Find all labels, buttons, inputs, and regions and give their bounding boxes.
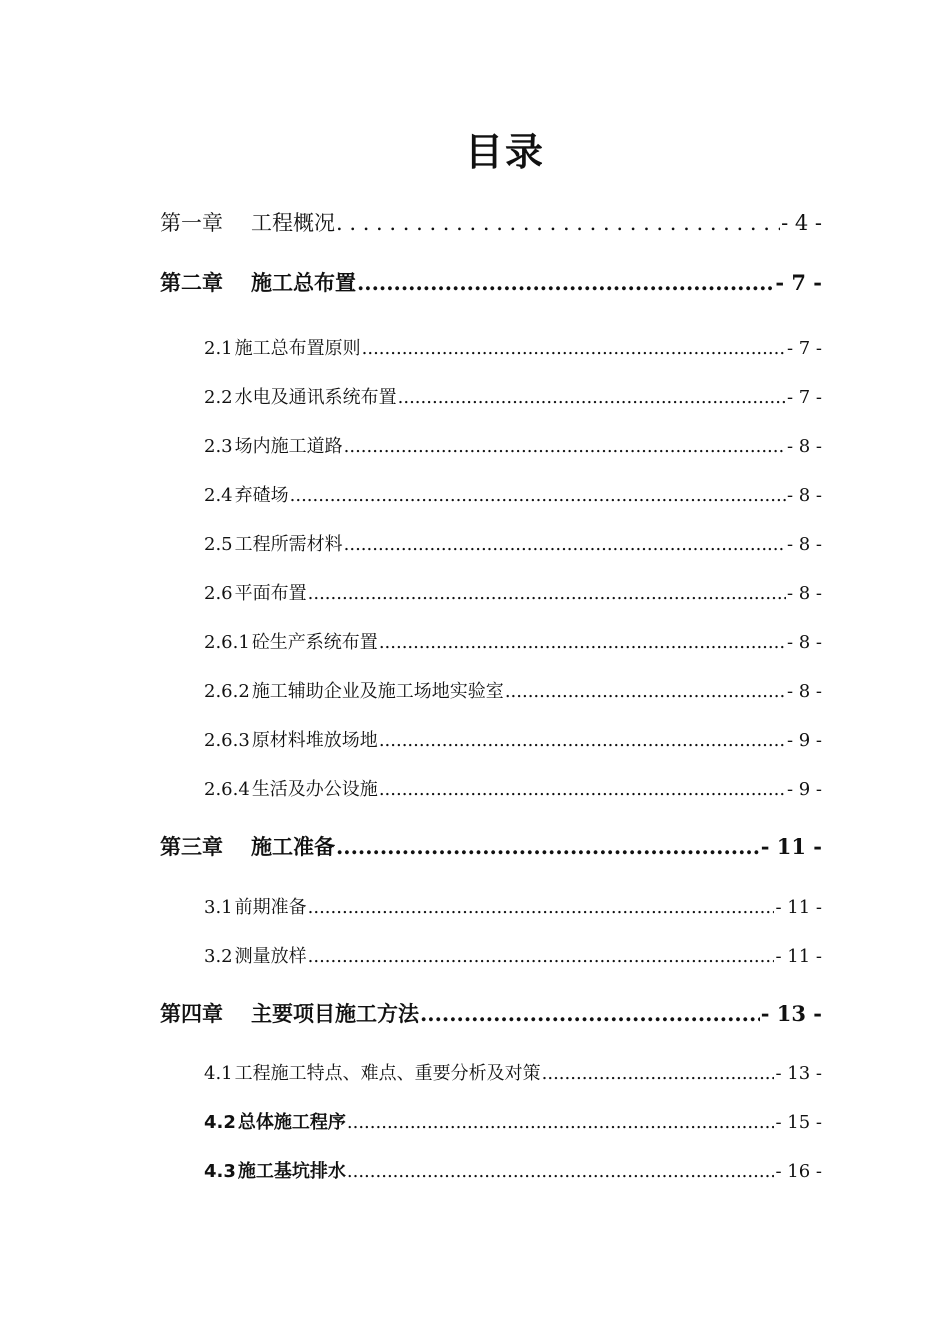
page-number: - 9 -: [786, 730, 822, 751]
page-number: - 7 -: [786, 338, 822, 359]
section-title: 工程施工特点、难点、重要分析及对策: [234, 1063, 541, 1084]
toc-entry-2-1[interactable]: [204, 328, 822, 362]
chapter-title: 工程概况: [251, 211, 335, 235]
section-title: 施工总布置原则: [234, 338, 361, 359]
dot-leader: [347, 1110, 775, 1136]
toc-entry-2-6-3[interactable]: [204, 720, 822, 754]
page-number: - 11 -: [760, 834, 822, 859]
toc-entry-chapter-2[interactable]: [160, 264, 822, 298]
page-number: - 15 -: [775, 1112, 822, 1133]
section-title: 场内施工道路: [234, 436, 343, 457]
toc-entry-2-2[interactable]: [204, 377, 822, 411]
dot-leader: [344, 434, 786, 460]
dot-leader: [420, 999, 760, 1029]
toc-entry-4-2[interactable]: [204, 1102, 822, 1136]
dot-leader: [379, 777, 786, 803]
chapter-title: 施工准备: [251, 834, 335, 859]
dot-leader: [344, 532, 786, 558]
toc-entry-3-1[interactable]: [204, 887, 822, 921]
page-number: - 13 -: [775, 1063, 822, 1084]
page-number: - 8 -: [786, 485, 822, 506]
section-number: 3.2: [204, 946, 233, 967]
section-number: 4.2: [204, 1112, 236, 1133]
section-title: 平面布置: [234, 583, 307, 604]
chapter-number: 第二章: [160, 270, 223, 295]
dot-leader: [308, 895, 775, 921]
section-number: 4.1: [204, 1063, 233, 1084]
page-number: - 7 -: [786, 387, 822, 408]
section-number: 4.3: [204, 1161, 236, 1182]
toc-entry-chapter-3[interactable]: [160, 828, 822, 862]
dot-leader: [398, 385, 786, 411]
section-number: 2.6: [204, 583, 233, 604]
section-title: 总体施工程序: [237, 1112, 346, 1133]
toc-entry-chapter-1[interactable]: [160, 204, 822, 238]
dot-leader: [379, 728, 786, 754]
dot-leader: [379, 630, 786, 656]
section-title: 测量放样: [234, 946, 307, 967]
dot-leader: [505, 679, 786, 705]
toc-entry-2-6[interactable]: [204, 573, 822, 607]
section-number: 2.6.3: [204, 730, 250, 751]
section-title: 前期准备: [234, 897, 307, 918]
section-title: 生活及办公设施: [251, 779, 378, 800]
section-title: 原材料堆放场地: [251, 730, 378, 751]
page-number: - 11 -: [775, 897, 822, 918]
page-number: - 8 -: [786, 632, 822, 653]
section-number: 2.2: [204, 387, 233, 408]
dot-leader: [542, 1061, 775, 1087]
dot-leader: [308, 944, 775, 970]
section-number: 3.1: [204, 897, 233, 918]
page-number: - 4 -: [781, 211, 822, 235]
section-title: 砼生产系统布置: [251, 632, 378, 653]
page-number: - 8 -: [786, 534, 822, 555]
section-title: 弃碴场: [234, 485, 289, 506]
page-title: 目录: [464, 130, 545, 174]
page-number: - 8 -: [786, 436, 822, 457]
section-number: 2.6.4: [204, 779, 250, 800]
toc-entry-3-2[interactable]: [204, 936, 822, 970]
section-number: 2.6.1: [204, 632, 250, 653]
chapter-title: 主要项目施工方法: [251, 1001, 419, 1026]
section-title: 施工基坑排水: [237, 1161, 346, 1182]
dot-leader: [290, 483, 786, 509]
toc-entry-2-6-4[interactable]: [204, 769, 822, 803]
toc-entry-2-3[interactable]: [204, 426, 822, 460]
page-number: - 16 -: [775, 1161, 822, 1182]
dot-leader: [347, 1159, 775, 1185]
toc-entry-2-4[interactable]: [204, 475, 822, 509]
chapter-number: 第四章: [160, 1001, 223, 1026]
toc-entry-chapter-4[interactable]: [160, 995, 822, 1029]
section-title: 水电及通讯系统布置: [234, 387, 397, 408]
page-number: - 8 -: [786, 583, 822, 604]
page-number: - 8 -: [786, 681, 822, 702]
chapter-number: 第一章: [160, 211, 223, 235]
dot-leader: [308, 581, 786, 607]
toc-entry-2-6-2[interactable]: [204, 671, 822, 705]
section-number: 2.4: [204, 485, 233, 506]
dot-leader: [362, 336, 786, 362]
section-number: 2.5: [204, 534, 233, 555]
toc-entry-2-6-1[interactable]: [204, 622, 822, 656]
page-number: - 11 -: [775, 946, 822, 967]
section-number: 2.6.2: [204, 681, 250, 702]
section-number: 2.3: [204, 436, 233, 457]
chapter-number: 第三章: [160, 834, 223, 859]
chapter-title: 施工总布置: [251, 270, 356, 295]
page-number: - 13 -: [760, 1001, 822, 1026]
toc-entry-4-3[interactable]: [204, 1151, 822, 1185]
section-number: 2.1: [204, 338, 233, 359]
toc-entry-2-5[interactable]: [204, 524, 822, 558]
toc-entry-4-1[interactable]: [204, 1053, 822, 1087]
section-title: 施工辅助企业及施工场地实验室: [251, 681, 504, 702]
page-number: - 9 -: [786, 779, 822, 800]
dot-leader: [357, 268, 774, 298]
dot-leader: [336, 208, 780, 238]
section-title: 工程所需材料: [234, 534, 343, 555]
page-number: - 7 -: [775, 270, 822, 295]
dot-leader: [336, 832, 760, 862]
